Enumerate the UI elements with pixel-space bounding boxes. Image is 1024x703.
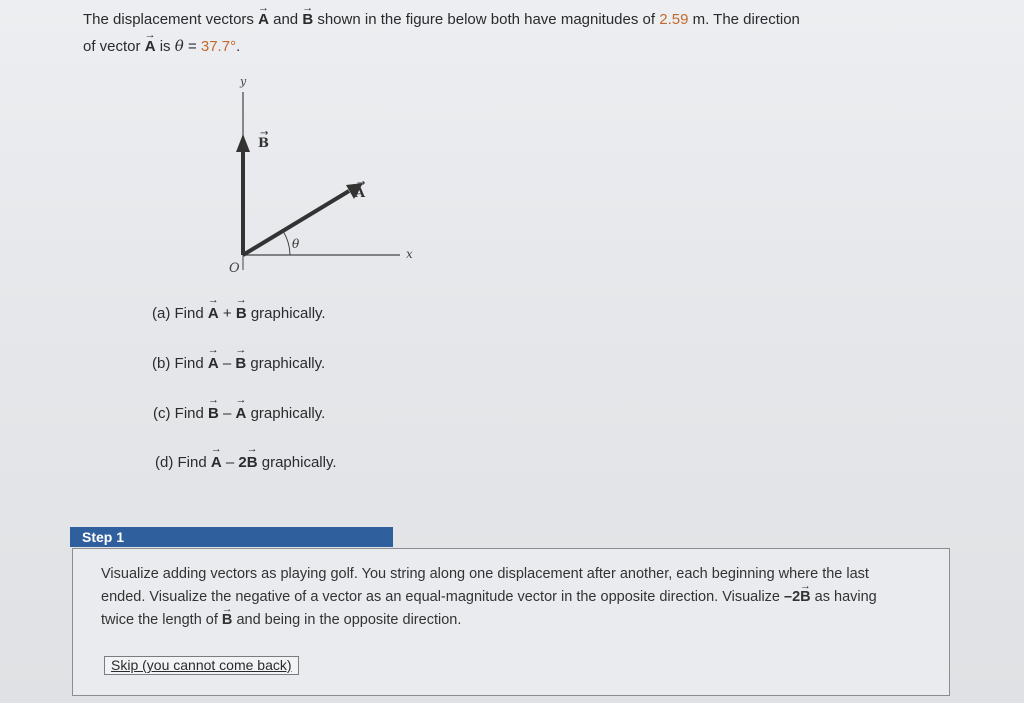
- question-b-vector-2: → B: [235, 355, 246, 372]
- vector-b: → B: [302, 6, 313, 33]
- step-text-2: as having twice the length of: [101, 589, 877, 628]
- figure-b-arrow: →: [260, 128, 269, 139]
- question-d-suffix: graphically.: [261, 454, 337, 471]
- vector-diagram-svg: [210, 72, 430, 287]
- equals-sign: =: [187, 38, 197, 55]
- question-d: [155, 454, 337, 471]
- question-a-operator: +: [222, 305, 232, 322]
- step-hint-text: [101, 563, 901, 632]
- step-text-3: and being in the opposite direction.: [236, 612, 462, 628]
- question-c-suffix: graphically.: [250, 405, 326, 422]
- figure-b-label: B: [258, 136, 269, 151]
- step-vector-b: → B: [800, 586, 810, 609]
- vector-b-arrowhead: [236, 134, 250, 152]
- figure-a-label: A: [355, 186, 366, 201]
- question-d-operator: –: [225, 454, 235, 471]
- question-a: [152, 305, 326, 322]
- vector-a: → A: [258, 6, 269, 33]
- intro-text-3: m. The direction: [692, 11, 800, 28]
- intro-text-2: shown in the figure below both have magnitudes of: [317, 11, 656, 28]
- period: .: [236, 38, 241, 55]
- question-a-suffix: graphically.: [250, 305, 326, 322]
- y-axis-label: y: [240, 75, 247, 88]
- theta-symbol: θ: [174, 37, 184, 55]
- question-c-operator: –: [223, 405, 232, 422]
- question-a-vector-2: → B: [236, 305, 247, 322]
- question-b-prefix: (b) Find: [152, 355, 204, 372]
- figure-a-arrow: →: [357, 178, 366, 189]
- theta-arc: [283, 231, 290, 255]
- step-header: Step 1: [70, 527, 393, 547]
- intro-text: The displacement vectors: [83, 11, 254, 28]
- question-d-coefficient: 2: [238, 454, 247, 471]
- figure-theta-label: θ: [292, 237, 300, 251]
- intro-text-4: of vector: [83, 38, 141, 55]
- x-axis-label: x: [406, 247, 413, 261]
- question-a-vector-1: → A: [208, 305, 219, 322]
- vector-diagram: [210, 72, 430, 287]
- skip-button[interactable]: Skip (you cannot come back): [104, 656, 299, 675]
- vector-a-2: → A: [145, 33, 156, 60]
- question-c-vector-1: → B: [208, 405, 219, 422]
- problem-statement: [83, 6, 953, 60]
- origin-label: O: [229, 261, 240, 276]
- question-b: [152, 355, 325, 372]
- question-d-vector-1: → A: [211, 454, 222, 471]
- angle-value: 37.7°: [200, 38, 237, 55]
- question-d-vector-2: → B: [247, 454, 258, 471]
- question-a-prefix: (a) Find: [152, 305, 204, 322]
- step-vector-b-2: → B: [222, 609, 232, 632]
- step-text-1: Visualize adding vectors as playing golf. You string along one displacement after another, each beginning where the last ended. Visualize the negative of a vector as an equal-magnitude vector in the opposite direction. Visualize: [101, 566, 869, 605]
- question-b-vector-1: → A: [208, 355, 219, 372]
- and-text: and: [273, 11, 299, 28]
- step-panel: [72, 548, 950, 696]
- question-b-suffix: graphically.: [250, 355, 326, 372]
- question-d-prefix: (d) Find: [155, 454, 207, 471]
- question-b-operator: –: [222, 355, 232, 372]
- magnitude-value: 2.59: [659, 11, 689, 28]
- question-c: [153, 405, 325, 422]
- question-c-vector-2: → A: [236, 405, 247, 422]
- question-c-prefix: (c) Find: [153, 405, 204, 422]
- is-text: is: [159, 38, 171, 55]
- step-negative-coefficient: –2: [784, 589, 801, 605]
